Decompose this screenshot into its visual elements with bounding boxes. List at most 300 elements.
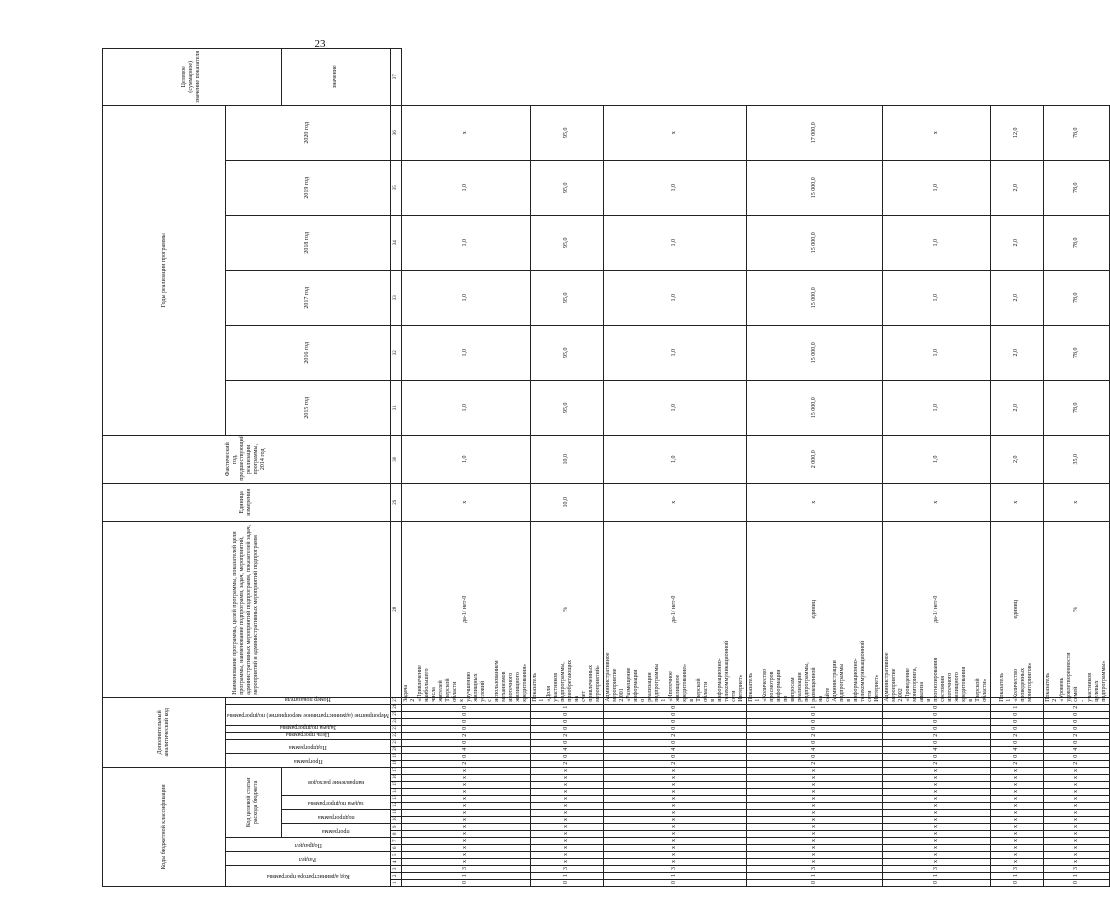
code-cell: x	[530, 789, 603, 796]
code-cell: x	[990, 810, 1043, 817]
code-cell: x	[1043, 817, 1109, 824]
code-cell: x	[882, 782, 990, 789]
code-cell: x	[1043, 859, 1109, 866]
column-number: 8	[390, 831, 401, 838]
code-cell: 3	[882, 866, 990, 873]
target-value-subheader: значение	[281, 48, 390, 105]
table-body	[401, 48, 1109, 886]
code-cell: x	[401, 859, 530, 866]
code-cell: 2	[1043, 704, 1109, 711]
bcc-group-header: Коды бюджетной классификации	[103, 767, 226, 886]
code-cell: 0	[401, 880, 530, 887]
row-target-cell: 95,0	[530, 105, 603, 160]
code-cell: 2	[1043, 732, 1109, 739]
code-cell: 1	[990, 704, 1043, 711]
code-cell: x	[746, 810, 882, 817]
expense-direction-subheader: направление расходов	[281, 767, 390, 795]
table-row	[990, 48, 1043, 886]
code-cell: 2	[1043, 760, 1109, 767]
column-number: 30	[390, 435, 401, 483]
code-cell: x	[603, 810, 746, 817]
code-cell: x	[401, 775, 530, 782]
row-year-value-cell: 1,0	[603, 380, 746, 435]
row-fact-cell: х	[401, 483, 530, 521]
code-cell: x	[1043, 796, 1109, 803]
code-cell: 0	[990, 711, 1043, 718]
code-cell: x	[530, 838, 603, 845]
code-cell: x	[882, 817, 990, 824]
subsection-header: Подраздел	[226, 838, 391, 852]
column-number: 3	[390, 866, 401, 873]
code-cell: 0	[1043, 711, 1109, 718]
row-year-value-cell: 2,0	[990, 215, 1043, 270]
code-cell: x	[530, 803, 603, 810]
row-name-cell: Показатель 1 «Количество просмотров информации по вопросам реализации подпрограммы, размещенной на сайте Администрации подпрограммы в информационно-телекоммуникационной сети Интернет»	[746, 697, 882, 704]
code-cell: x	[401, 796, 530, 803]
code-cell: x	[1043, 824, 1109, 831]
year-2019-header: 2019 год	[226, 160, 391, 215]
code-cell: 0	[530, 753, 603, 760]
column-number: 10	[390, 817, 401, 824]
row-year-value-cell: 1,0	[882, 380, 990, 435]
subprogram-subheader: подпрограмма	[281, 810, 390, 824]
row-year-value-cell: 2,0	[990, 160, 1043, 215]
code-cell: x	[746, 782, 882, 789]
row-year-value-cell: 1,0	[882, 160, 990, 215]
code-cell: 2	[882, 760, 990, 767]
code-cell: 1	[1043, 873, 1109, 880]
code-cell: x	[882, 767, 990, 774]
code-cell: 0	[603, 753, 746, 760]
code-cell: 2	[401, 732, 530, 739]
row-year-value-cell: 1,0	[603, 435, 746, 483]
program-goal-header: Цель программы	[226, 732, 391, 739]
table-row	[746, 48, 882, 886]
code-cell: x	[990, 796, 1043, 803]
code-cell: x	[401, 810, 530, 817]
code-cell: 1	[401, 873, 530, 880]
code-cell: 0	[603, 739, 746, 746]
row-year-value-cell: 2,0	[990, 325, 1043, 380]
column-number-row	[390, 48, 401, 886]
budget-table-sheet	[102, 50, 1107, 887]
code-cell: 2	[603, 760, 746, 767]
column-number: 12	[390, 803, 401, 810]
code-cell: x	[1043, 810, 1109, 817]
code-cell: 4	[530, 746, 603, 753]
code-cell: 0	[530, 718, 603, 725]
column-number: 36	[390, 105, 401, 160]
code-cell: 0	[882, 704, 990, 711]
row-target-cell: 12,0	[990, 105, 1043, 160]
fact-header: Фактический год, предшествующий реализации программы, 2014 год	[103, 435, 391, 483]
code-cell: x	[882, 789, 990, 796]
code-cell: x	[1043, 767, 1109, 774]
code-cell: 0	[990, 739, 1043, 746]
code-cell: 0	[882, 753, 990, 760]
code-cell: x	[530, 824, 603, 831]
code-cell: 0	[746, 753, 882, 760]
code-cell: x	[990, 859, 1043, 866]
target-group-header: Целевое (суммарное) значение показателя	[103, 48, 282, 105]
row-unit-cell: %	[1043, 521, 1109, 697]
code-cell: 1	[530, 704, 603, 711]
code-cell: x	[1043, 831, 1109, 838]
code-cell: x	[746, 838, 882, 845]
code-cell: 0	[882, 711, 990, 718]
code-cell: 1	[530, 873, 603, 880]
code-cell: x	[1043, 803, 1109, 810]
code-cell: 1	[990, 873, 1043, 880]
code-cell: 1	[746, 704, 882, 711]
row-fact-cell: х	[990, 483, 1043, 521]
code-cell: x	[882, 845, 990, 852]
code-cell: x	[401, 817, 530, 824]
row-year-value-cell: 1,0	[882, 325, 990, 380]
program-indicators-table	[102, 48, 1110, 887]
row-year-value-cell: 15 000,0	[746, 270, 882, 325]
code-cell: x	[1043, 845, 1109, 852]
code-cell: x	[603, 817, 746, 824]
row-year-value-cell: 1,0	[401, 325, 530, 380]
column-number: 14	[390, 789, 401, 796]
row-year-value-cell: 2,0	[990, 435, 1043, 483]
code-cell: 3	[1043, 866, 1109, 873]
subprogram-task-code-header: Задача подпрограммы	[226, 725, 391, 732]
code-cell: 2	[990, 732, 1043, 739]
column-number: 9	[390, 824, 401, 831]
row-year-value-cell: 1,0	[603, 270, 746, 325]
code-cell: 1	[882, 873, 990, 880]
row-name-cell: Административное мероприятие 2.001 «Размещение информации о реализации подпрограммы 1 «Ипотечное жилищное кредитование» в Тверской области в информационно-телекоммуникационной сети Интернет»	[603, 697, 746, 704]
row-year-value-cell: 15 000,0	[746, 380, 882, 435]
code-cell: 0	[530, 711, 603, 718]
code-cell: 0	[746, 739, 882, 746]
code-cell: x	[746, 852, 882, 859]
row-year-value-cell: 78,0	[1043, 325, 1109, 380]
column-number: 37	[390, 48, 401, 105]
code-cell: 0	[990, 880, 1043, 887]
code-cell: 0	[603, 718, 746, 725]
code-cell: x	[401, 789, 530, 796]
admin-code-header: Код администратора программы	[226, 866, 391, 887]
row-name-cell: Задача 2 «Привлечение наибольшего числа жителей Тверской области к улучшению жилищных условий с использованием механизмов ипотечного жилищного кредитования»	[401, 697, 530, 704]
row-target-cell: 78,0	[1043, 105, 1109, 160]
code-cell: 0	[746, 725, 882, 732]
code-cell: 0	[603, 704, 746, 711]
unit-header: Единица измерения	[103, 483, 391, 521]
code-cell: 4	[990, 746, 1043, 753]
code-cell: x	[882, 803, 990, 810]
column-number: 4	[390, 859, 401, 866]
code-cell: 0	[530, 725, 603, 732]
code-cell: x	[603, 852, 746, 859]
row-unit-cell: да-1/ нет-0	[603, 521, 746, 697]
code-cell: x	[882, 810, 990, 817]
header-row-groups	[103, 48, 226, 886]
row-fact-cell: х	[746, 483, 882, 521]
column-number: 11	[390, 810, 401, 817]
code-cell: x	[882, 824, 990, 831]
code-cell: 0	[530, 739, 603, 746]
code-cell: 0	[1043, 753, 1109, 760]
code-cell: 3	[401, 866, 530, 873]
code-cell: x	[1043, 775, 1109, 782]
row-year-value-cell: 1,0	[401, 270, 530, 325]
code-cell: 4	[882, 746, 990, 753]
code-cell: x	[603, 803, 746, 810]
program-code-header: Программа	[226, 753, 391, 767]
column-number: 1	[390, 880, 401, 887]
code-cell: x	[603, 789, 746, 796]
code-cell: x	[530, 817, 603, 824]
code-cell: x	[603, 796, 746, 803]
code-cell: x	[746, 845, 882, 852]
year-2020-header: 2020 год	[226, 105, 391, 160]
page-number: 23	[314, 38, 326, 50]
column-number: 31	[390, 380, 401, 435]
name-header: Наименование программы, целей программы, показателей цели программы, наименование подпрограмм, задач, мероприятий, административных мероприятий подпрограмм, показателей задач, мероприятий и административных мероприятий подпрограмм	[103, 521, 391, 697]
code-cell: 0	[746, 880, 882, 887]
column-number: 23	[390, 725, 401, 732]
row-unit-cell: %	[530, 521, 603, 697]
code-cell: 0	[401, 739, 530, 746]
code-cell: 2	[882, 732, 990, 739]
row-unit-cell: да-1/ нет-0	[401, 521, 530, 697]
row-name-cell: Показатель 1 «Количество проведенных мониторингов»	[990, 697, 1043, 704]
code-cell: x	[401, 824, 530, 831]
program-subheader: программа	[281, 824, 390, 838]
column-number: 33	[390, 270, 401, 325]
code-cell: 0	[530, 880, 603, 887]
code-cell: x	[1043, 782, 1109, 789]
code-cell: x	[990, 803, 1043, 810]
column-number: 19	[390, 753, 401, 760]
subprogram-code-header: Подпрограмма	[226, 739, 391, 753]
row-year-value-cell: 1,0	[401, 435, 530, 483]
code-cell: 0	[1043, 880, 1109, 887]
column-number: 6	[390, 845, 401, 852]
code-cell: 1	[746, 873, 882, 880]
years-group-header: Годы реализации программы	[103, 105, 226, 435]
code-cell: 2	[746, 732, 882, 739]
column-number: 5	[390, 852, 401, 859]
code-cell: x	[990, 838, 1043, 845]
row-year-value-cell: 1,0	[603, 215, 746, 270]
column-number: 27	[390, 697, 401, 704]
code-cell: 2	[530, 732, 603, 739]
row-year-value-cell: 1,0	[603, 160, 746, 215]
code-cell: 0	[990, 753, 1043, 760]
code-cell: 3	[990, 866, 1043, 873]
row-year-value-cell: 78,0	[1043, 215, 1109, 270]
row-year-value-cell: 15 000,0	[746, 160, 882, 215]
code-cell: x	[746, 767, 882, 774]
row-year-value-cell: 1,0	[401, 160, 530, 215]
row-year-value-cell: 35,0	[1043, 435, 1109, 483]
table-row	[882, 48, 990, 886]
year-2018-header: 2018 год	[226, 215, 391, 270]
code-cell: x	[401, 803, 530, 810]
code-cell: 0	[882, 880, 990, 887]
code-cell: 2	[990, 760, 1043, 767]
code-cell: x	[1043, 789, 1109, 796]
code-cell: x	[603, 775, 746, 782]
code-cell: x	[990, 824, 1043, 831]
code-cell: x	[746, 831, 882, 838]
code-cell: 4	[401, 746, 530, 753]
row-target-cell: 17 000,0	[746, 105, 882, 160]
target-item-header: Код целевой статьи расхода бюджета	[226, 767, 282, 837]
code-cell: 4	[1043, 746, 1109, 753]
code-cell: 0	[746, 718, 882, 725]
column-number: 21	[390, 739, 401, 746]
code-cell: x	[401, 782, 530, 789]
row-year-value-cell: 2 000,0	[746, 435, 882, 483]
row-year-value-cell: 1,0	[882, 270, 990, 325]
code-cell: x	[746, 859, 882, 866]
table-row	[530, 48, 603, 886]
code-cell: x	[530, 775, 603, 782]
code-cell: 0	[603, 711, 746, 718]
code-cell: x	[746, 824, 882, 831]
year-2016-header: 2016 год	[226, 325, 391, 380]
column-number: 7	[390, 838, 401, 845]
code-cell: 0	[882, 739, 990, 746]
row-fact-cell: х	[1043, 483, 1109, 521]
row-target-cell: х	[401, 105, 530, 160]
code-cell: x	[603, 831, 746, 838]
row-unit-cell: единиц	[990, 521, 1043, 697]
column-number: 16	[390, 775, 401, 782]
code-cell: 4	[746, 746, 882, 753]
code-cell: 0	[401, 725, 530, 732]
row-name-cell: Административное мероприятие 2.002 «Проведение мониторинга, анализа и прогнозирования состояния ипотечного жилищного кредитования в Тверской области»	[882, 697, 990, 704]
code-cell: x	[603, 838, 746, 845]
code-cell: x	[990, 852, 1043, 859]
row-unit-cell: единиц	[746, 521, 882, 697]
code-cell: x	[401, 852, 530, 859]
code-cell: x	[401, 767, 530, 774]
column-number: 28	[390, 521, 401, 697]
row-year-value-cell: 2,0	[990, 380, 1043, 435]
code-cell: x	[530, 859, 603, 866]
column-number: 35	[390, 160, 401, 215]
code-cell: x	[603, 845, 746, 852]
column-number: 34	[390, 215, 401, 270]
row-name-cell: Показатель 1 «Доля участников подпрограммы, приобретающих на счет привлеченных мероприятий»	[530, 697, 603, 704]
code-cell: x	[990, 845, 1043, 852]
subprogram-task-subheader: задача подпрограммы	[281, 796, 390, 810]
code-cell: 0	[603, 725, 746, 732]
code-cell: 2	[401, 760, 530, 767]
year-2017-header: 2017 год	[226, 270, 391, 325]
column-number: 2	[390, 873, 401, 880]
code-cell: x	[746, 803, 882, 810]
code-cell: x	[530, 782, 603, 789]
column-number: 26	[390, 704, 401, 711]
code-cell: x	[401, 831, 530, 838]
code-cell: 0	[603, 880, 746, 887]
table-row	[1043, 48, 1109, 886]
code-cell: x	[990, 782, 1043, 789]
code-cell: x	[882, 852, 990, 859]
column-number: 22	[390, 732, 401, 739]
activity-group-header: Дополнительный аналитический код	[103, 697, 226, 767]
code-cell: 0	[882, 725, 990, 732]
code-cell: 4	[603, 746, 746, 753]
row-fact-cell: х	[603, 483, 746, 521]
code-cell: 2	[603, 732, 746, 739]
table-row	[401, 48, 530, 886]
code-cell: x	[882, 838, 990, 845]
row-year-value-cell: 2,0	[990, 270, 1043, 325]
code-cell: x	[603, 767, 746, 774]
row-year-value-cell: 1,0	[401, 215, 530, 270]
code-cell: 3	[746, 866, 882, 873]
indicator-number-header: Номер показателя	[226, 697, 391, 704]
row-year-value-cell: 95,0	[530, 270, 603, 325]
code-cell: x	[603, 859, 746, 866]
column-number: 13	[390, 796, 401, 803]
code-cell: x	[882, 796, 990, 803]
code-cell: 0	[401, 753, 530, 760]
code-cell: 0	[401, 704, 530, 711]
table-row	[603, 48, 746, 886]
code-cell: x	[882, 775, 990, 782]
year-2015-header: 2015 год	[226, 380, 391, 435]
code-cell: x	[530, 831, 603, 838]
code-cell: x	[530, 767, 603, 774]
column-number: 20	[390, 746, 401, 753]
row-target-cell: х	[882, 105, 990, 160]
code-cell: 2	[746, 760, 882, 767]
row-year-value-cell: 1,0	[882, 215, 990, 270]
code-cell: x	[603, 782, 746, 789]
code-cell: x	[603, 824, 746, 831]
row-year-value-cell: 95,0	[530, 325, 603, 380]
code-cell: x	[530, 852, 603, 859]
row-unit-cell: да-1/ нет-0	[882, 521, 990, 697]
code-cell: x	[990, 789, 1043, 796]
code-cell: 0	[1043, 725, 1109, 732]
row-year-value-cell: 78,0	[1043, 270, 1109, 325]
row-fact-cell: х	[882, 483, 990, 521]
code-cell: 1	[603, 873, 746, 880]
row-year-value-cell: 1,0	[401, 380, 530, 435]
code-cell: x	[746, 796, 882, 803]
code-cell: x	[530, 796, 603, 803]
code-cell: 0	[746, 711, 882, 718]
row-target-cell: х	[603, 105, 746, 160]
code-cell: 0	[990, 718, 1043, 725]
code-cell: x	[1043, 838, 1109, 845]
code-cell: 0	[1043, 718, 1109, 725]
code-cell: x	[746, 775, 882, 782]
code-cell: 0	[1043, 739, 1109, 746]
code-cell: 2	[530, 760, 603, 767]
code-cell: 0	[401, 711, 530, 718]
code-cell: 0	[401, 718, 530, 725]
code-cell: x	[990, 767, 1043, 774]
section-header: Раздел	[226, 852, 391, 866]
row-year-value-cell: 95,0	[530, 160, 603, 215]
column-number: 32	[390, 325, 401, 380]
column-number: 17	[390, 767, 401, 774]
code-cell: 3	[530, 866, 603, 873]
row-name-cell: Показатель 2 «Уровень удовлетворенности семей - участников целевых подпрограммы»	[1043, 697, 1109, 704]
activity-header: Мероприятие (административное мероприятие) подпрограммы	[226, 704, 391, 725]
